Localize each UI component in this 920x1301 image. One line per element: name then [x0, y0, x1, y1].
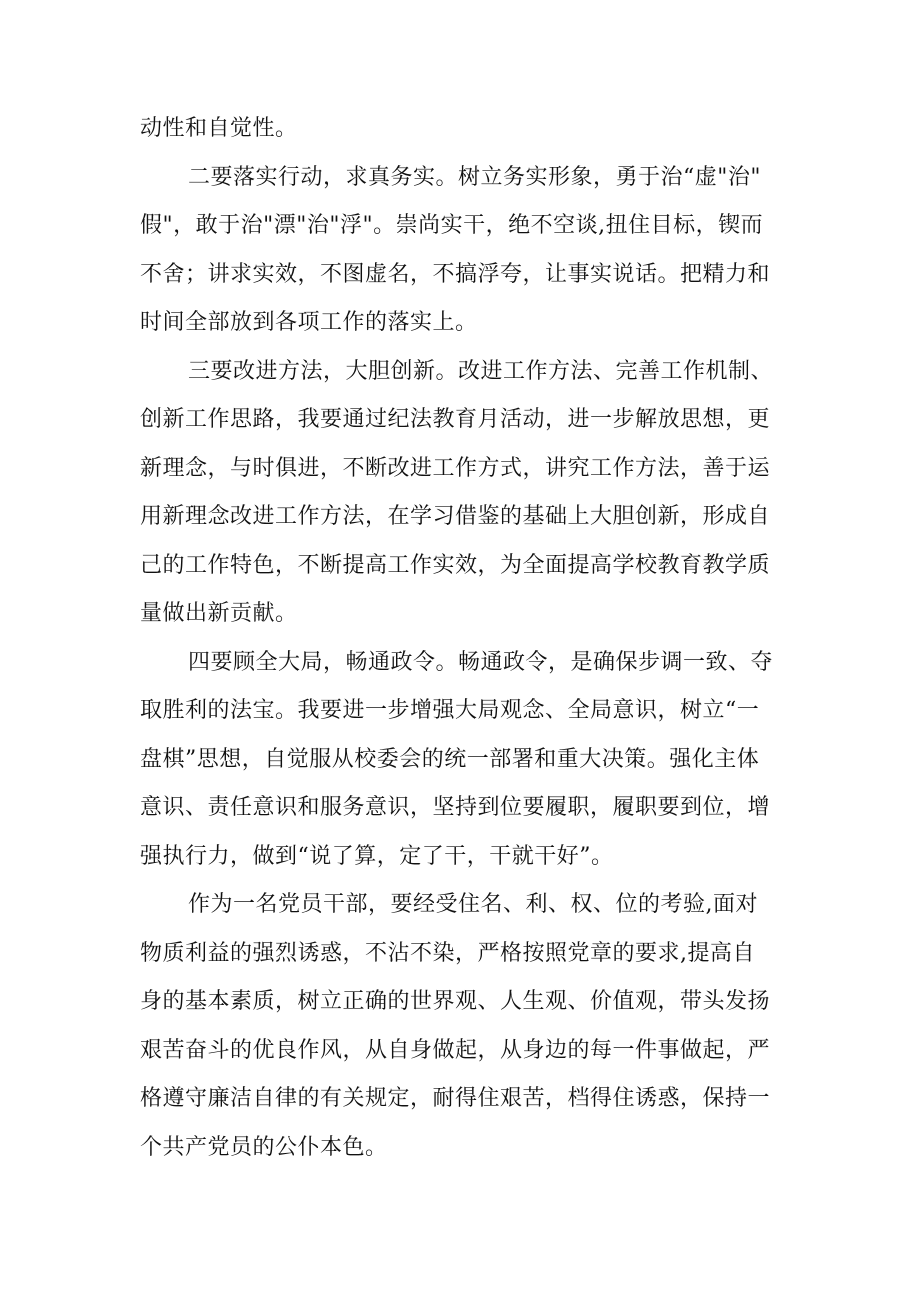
paragraph-start-line: 作为一名党员干部，要经受住名、利、权、位的考验,面对: [188, 892, 758, 917]
document-body: [140, 105, 790, 1172]
text-line: 用新理念改进工作方法，在学习借鉴的基础上大胆创新，形成自: [140, 504, 771, 529]
text-line: 身的基本素质，树立正确的世界观、人生观、价值观，带头发扬: [140, 989, 771, 1014]
paragraph-start-line: 三要改进方法，大胆创新。改进工作方法、完善工作机制、: [188, 358, 774, 384]
text-line: 己的工作特色，不断提高工作实效，为全面提高学校教育教学质: [140, 552, 771, 578]
text-line: 取胜利的法宝。我要进一步增强大局观念、全局意识，树立“一: [140, 698, 760, 723]
text-line: 个共产党员的公仆本色。: [140, 1134, 388, 1160]
text-line: 量做出新贡献。: [140, 601, 298, 626]
text-line: 物质利益的强烈诱惑，不沾不染，严格按照党章的要求,提高自: [140, 940, 755, 966]
text-line: 新理念，与时俱进，不断改进工作方式，讲究工作方法，善于运: [140, 455, 771, 481]
text-line: 强执行力，做到“说了算，定了干，干就干好”。: [140, 843, 614, 869]
text-line: 时间全部放到各项工作的落实上。: [140, 310, 478, 335]
paragraph-start-line: 四要顾全大局，畅通政令。畅通政令，是确保步调一致、夺: [188, 649, 774, 675]
text-line: 意识、责任意识和服务意识，坚持到位要履职，履职要到位，增: [140, 795, 771, 820]
text-line: 动性和自觉性。: [140, 116, 298, 141]
text-line: 假"，敢于治"漂"治"浮"。崇尚实干，绝不空谈,扭住目标，锲而: [140, 213, 764, 238]
paragraph-start-line: 二要落实行动，求真务实。树立务实形象，勇于治“虚"治": [188, 164, 761, 190]
text-line: 不舍；讲求实效，不图虚名，不搞浮夸，让事实说话。把精力和: [140, 261, 771, 287]
text-line: 创新工作思路，我要通过纪法教育月活动，进一步解放思想，更: [140, 407, 771, 432]
text-line: 艰苦奋斗的优良作风，从自身做起，从身边的每一件事做起，严: [140, 1037, 771, 1063]
text-line: 格遵守廉洁自律的有关规定，耐得住艰苦，档得住诱惑，保持一: [140, 1086, 771, 1111]
text-line: 盘棋”思想，自觉服从校委会的统一部署和重大决策。强化主体: [140, 746, 760, 772]
